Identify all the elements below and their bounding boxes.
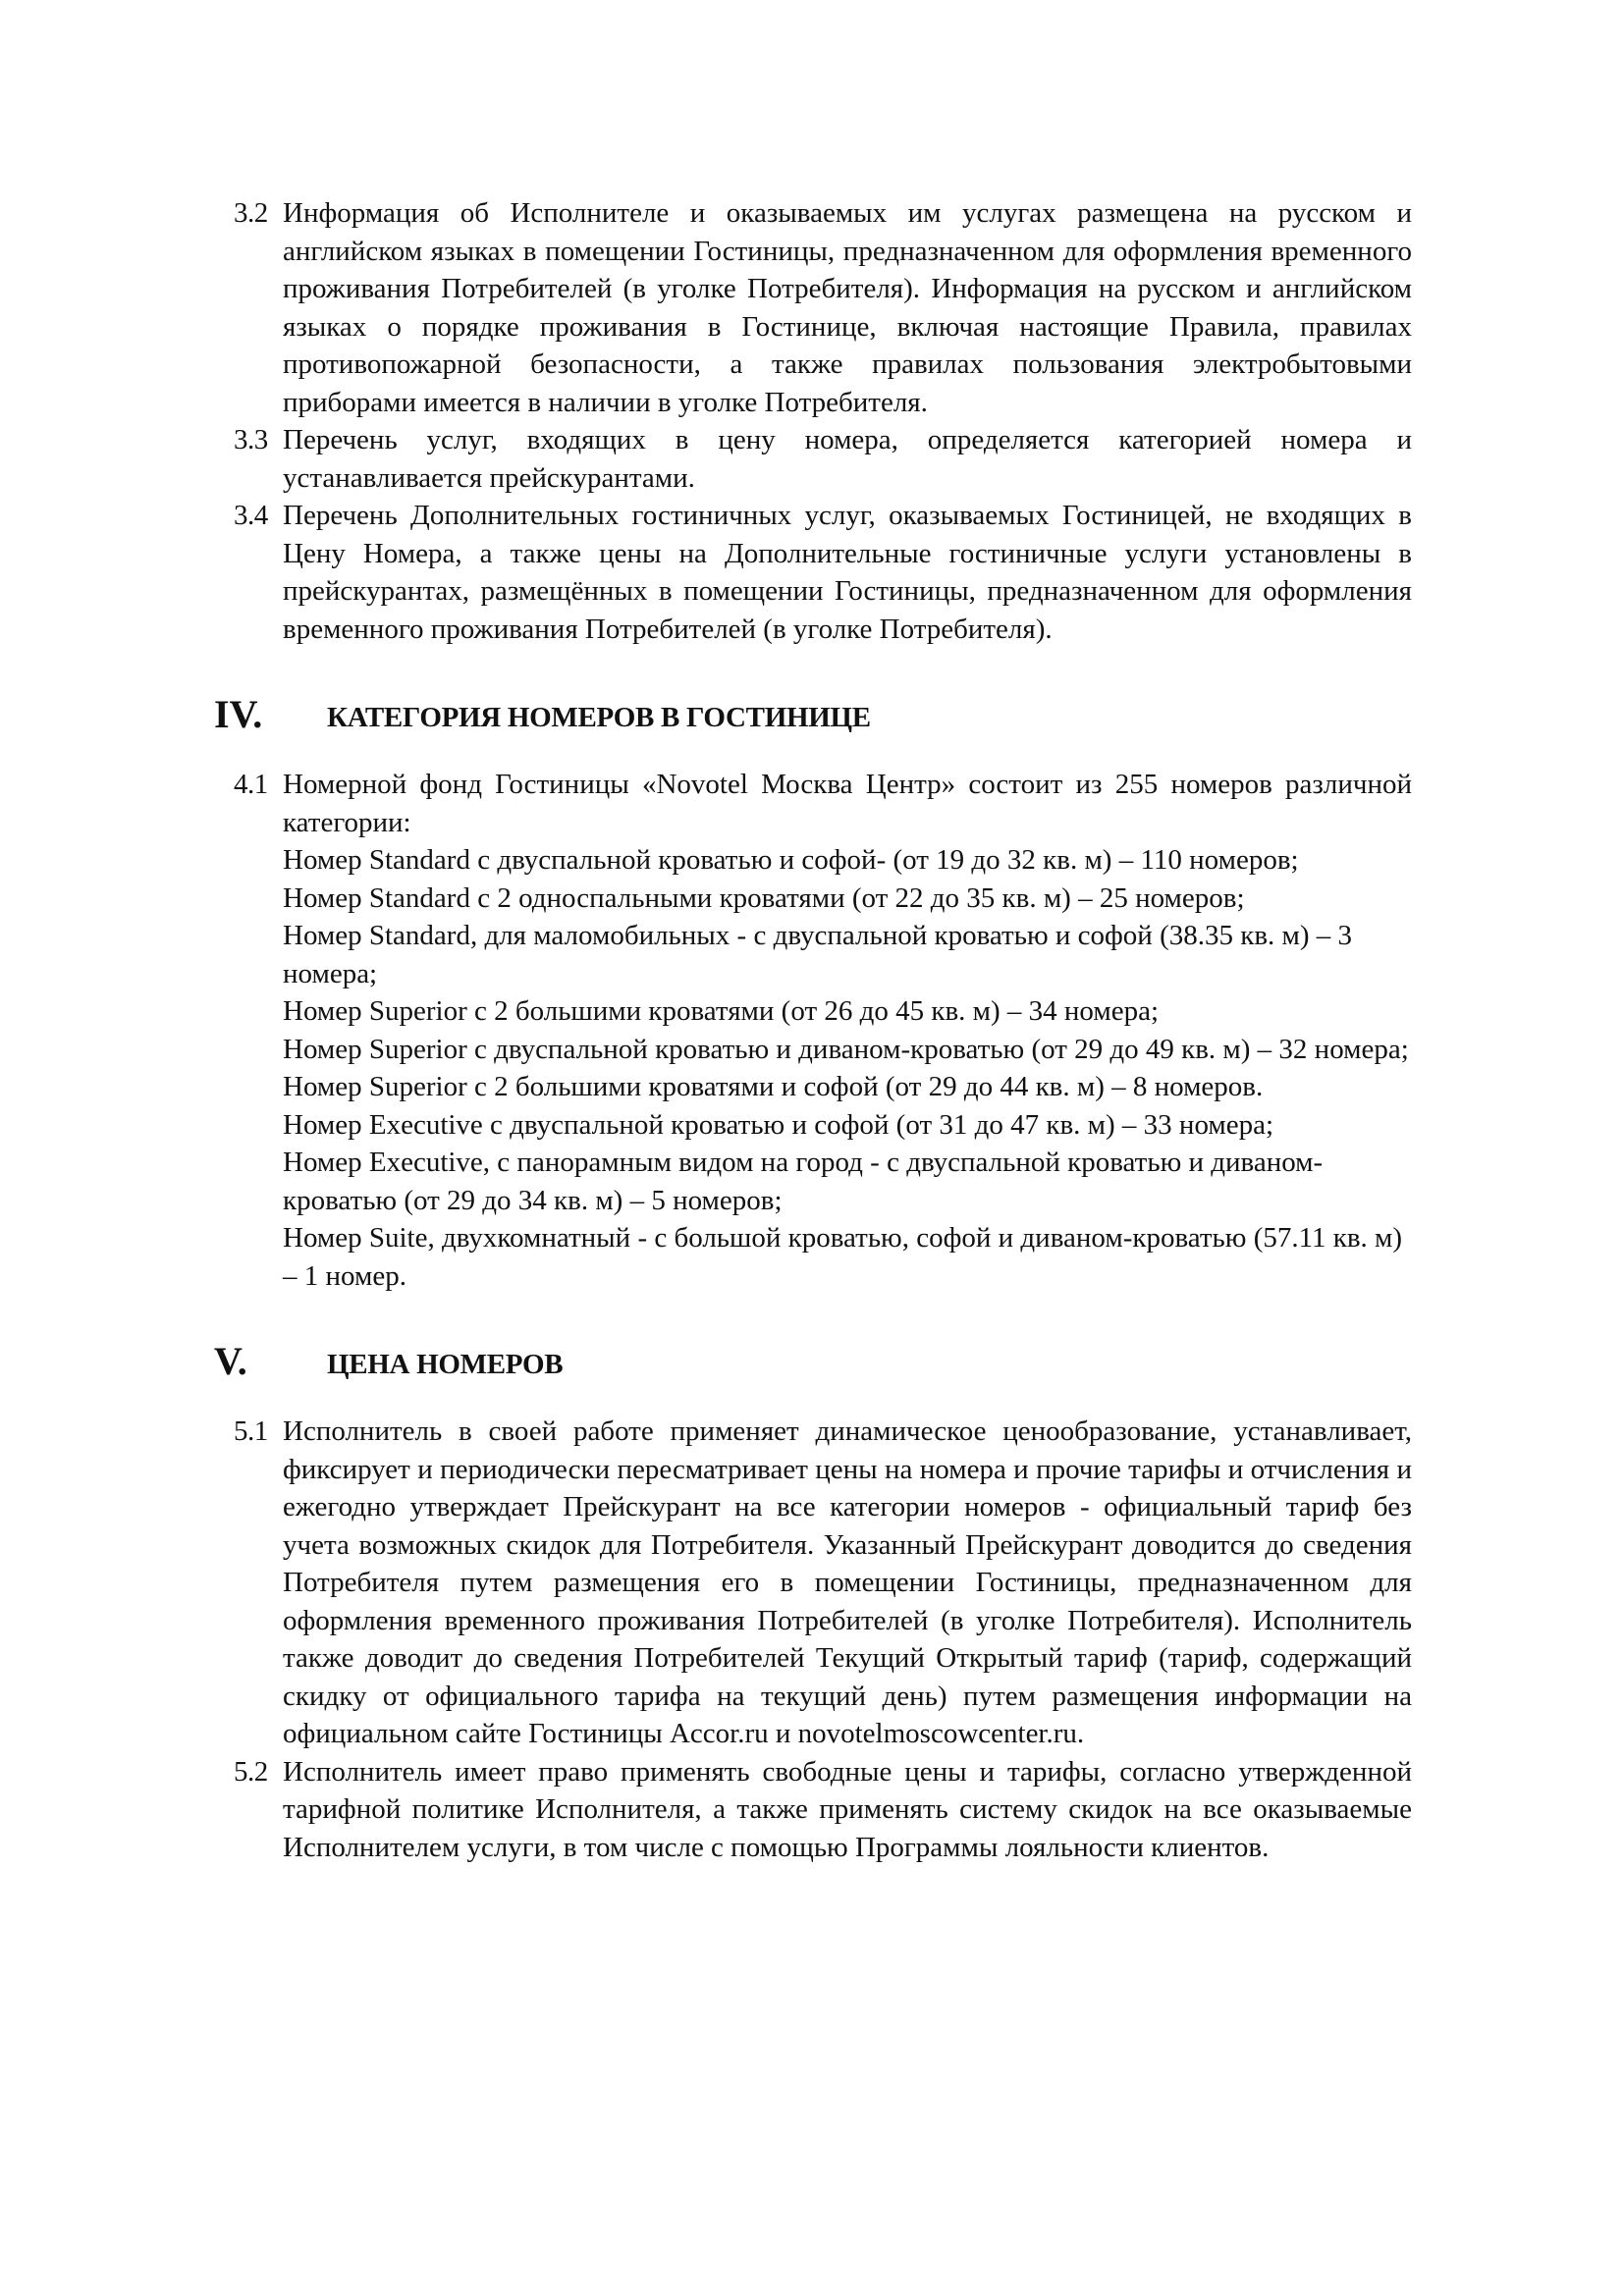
room-category-item: Номер Executive, с панорамным видом на город - с двуспальной кроватью и диваном-кроватью (от 29 до 34 кв. м) – 5 номеров; [283,1147,1324,1216]
clause-number: 3.2 [234,197,268,229]
clause-number: 3.3 [234,424,268,455]
clause-number: 5.2 [234,1755,268,1788]
room-category-item: Номер Standard с двуспальной кроватью и софой- (от 19 до 32 кв. м) – 110 номеров; [283,844,1299,876]
clause-text: Перечень Дополнительных гостиничных услуг, оказываемых Гостиницей, не входящих в Цену Номера, а также цены на Дополнительные гостиничные услуги установлены в прейскурантах, размещённых в помещении Гостиницы, предназначенном для оформления временного проживания Потребителей (в уголке Потребителя). [283,500,1412,645]
room-category-item: Номер Superior с 2 большими кроватями (от 26 до 45 кв. м) – 34 номера; [283,995,1160,1027]
document-content [214,194,1412,1866]
section-title: ЦЕНА НОМЕРОВ [327,1349,564,1380]
clause-text: Информация об Исполнителе и оказываемых им услугах размещена на русском и английском языках в помещении Гостиницы, предназначенном для оформления временного проживания Потребителей (в уголке Потребителя). Информация на русском и английском языках о порядке проживания в Гостинице, включая настоящие Правила, правилах противопожарной безопасности, а также правилах пользования электробытовыми приборами имеется в наличии в уголке Потребителя. [283,197,1412,418]
section-number: V. [214,1339,247,1383]
section-heading-v [214,1332,1412,1391]
clause-text: Исполнитель в своей работе применяет динамическое ценообразование, устанавливает, фиксирует и периодически пересматривает цены на номера и прочие тарифы и отчисления и ежегодно утверждает Прейскурант на все категории номеров - официальный тариф без учета возможных скидок для Потребителя. Указанный Прейскурант доводится до сведения Потребителя путем размещения его в помещении Гостиницы, предназначенном для оформления временного проживания Потребителей (в уголке Потребителя). Исполнитель также доводит до сведения Потребителей Текущий Открытый тариф (тариф, содержащий скидку от официального тарифа на текущий день) путем размещения информации на официальном сайте Гостиницы Accor.ru и novotelmoscowcenter.ru. [283,1415,1412,1749]
room-category-item: Номер Standard с 2 односпальными кроватями (от 22 до 35 кв. м) – 25 номеров; [283,881,1245,914]
section-heading-iv [214,685,1412,744]
room-category-item: Номер Suite, двухкомнатный - с большой кроватью, софой и диваном-кроватью (57.11 кв. м) – 1 номер. [283,1222,1403,1292]
room-category-item: Номер Superior с двуспальной кроватью и диваном-кроватью (от 29 до 49 кв. м) – 32 номера; [283,1033,1409,1065]
section-title: КАТЕГОРИЯ НОМЕРОВ В ГОСТИНИЦЕ [327,702,871,733]
clause-3-4 [234,497,1412,648]
room-category-list [283,841,1412,1295]
room-category-item: Номер Superior с 2 большими кроватями и софой (от 29 до 44 кв. м) – 8 номеров. [283,1071,1264,1102]
clause-text: Перечень услуг, входящих в цену номера, определяется категорией номера и устанавливается прейскурантами. [283,424,1412,494]
clause-number: 3.4 [234,500,268,531]
clause-4-1 [234,766,1412,1295]
clause-number: 4.1 [234,769,268,800]
section-number: IV. [214,692,263,736]
clause-number: 5.1 [234,1415,268,1447]
clause-3-3 [234,421,1412,497]
room-category-item: Номер Standard, для маломобильных - с двуспальной кроватью и софой (38.35 кв. м) – 3 номера; [283,920,1353,989]
clause-3-2 [234,194,1412,421]
clause-5-2 [234,1753,1412,1867]
clause-5-1 [234,1413,1412,1753]
clause-text: Исполнитель имеет право применять свободные цены и тарифы, согласно утвержденной тарифной политике Исполнителя, а также применять систему скидок на все оказываемые Исполнителем услуги, в том числе с помощью Программы лояльности клиентов. [283,1755,1412,1863]
clause-intro: Номерной фонд Гостиницы «Novotel Москва Центр» состоит из 255 номеров различной категории: [283,769,1412,838]
room-category-item: Номер Executive с двуспальной кроватью и софой (от 31 до 47 кв. м) – 33 номера; [283,1108,1274,1141]
